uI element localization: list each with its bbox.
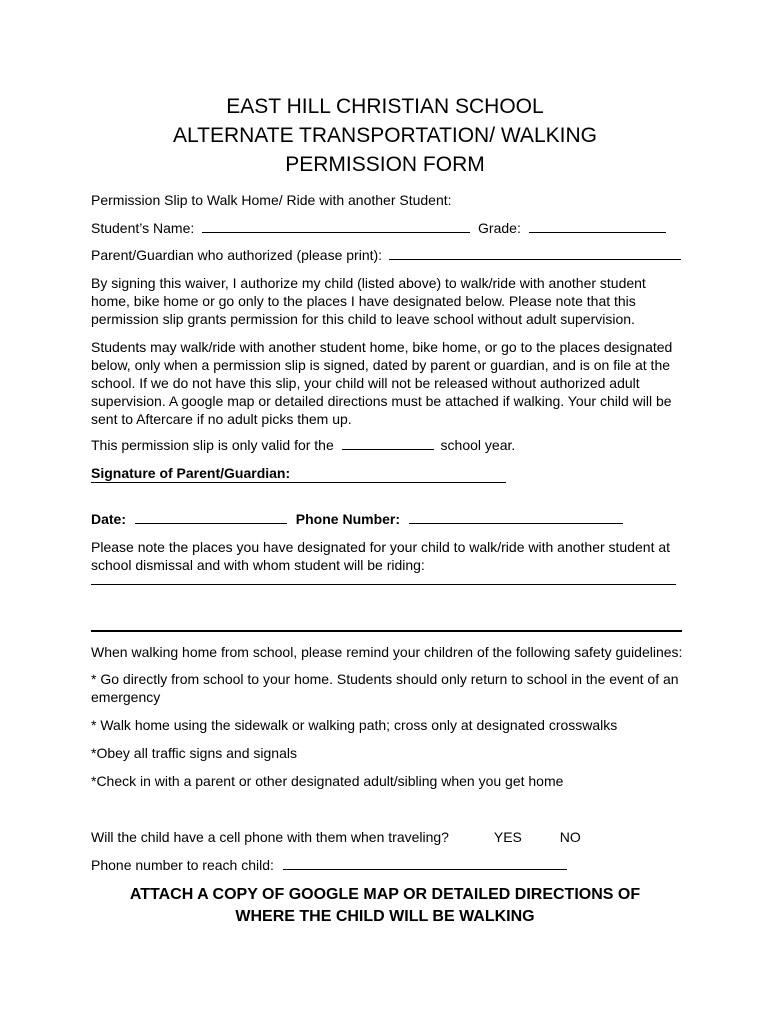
cell-phone-question: Will the child have a cell phone with them when traveling? bbox=[91, 829, 449, 845]
policy-paragraph: Students may walk/ride with another student home, bike home, or go to the places designated below, only when a permission slip is signed, dated by parent or guardian, and is on file at the school. If we do not have this slip, your child will not be released without authorized adult supervision. A google map or detailed directions must be attached if walking. Your child will be sent to Aftercare if no adult picks them up. bbox=[91, 339, 673, 427]
safety-intro: When walking home from school, please remind your children of the following safety guidelines: bbox=[91, 644, 683, 660]
safety-rule-2: * Walk home using the sidewalk or walking path; cross only at designated crosswalks bbox=[91, 717, 618, 733]
school-name-title: EAST HILL CHRISTIAN SCHOOL bbox=[226, 95, 544, 118]
student-name-label: Student’s Name: bbox=[91, 220, 195, 236]
date-label: Date: bbox=[91, 511, 127, 527]
cell-question-row bbox=[91, 828, 581, 846]
date-field[interactable] bbox=[135, 510, 287, 524]
slip-heading: Permission Slip to Walk Home/ Ride with another Student: bbox=[91, 192, 452, 208]
phone-reach-field[interactable] bbox=[283, 856, 567, 870]
section-divider bbox=[91, 630, 682, 632]
safety-rule-4: *Check in with a parent or other designated adult/sibling when you get home bbox=[91, 773, 564, 789]
parent-authorized-row bbox=[91, 246, 681, 264]
attach-instruction-line2: WHERE THE CHILD WILL BE WALKING bbox=[235, 908, 535, 925]
date-phone-row bbox=[91, 510, 623, 528]
phone-reach-label: Phone number to reach child: bbox=[91, 857, 274, 873]
form-title-line2: ALTERNATE TRANSPORTATION/ WALKING bbox=[173, 124, 597, 147]
attach-instruction-line1: ATTACH A COPY OF GOOGLE MAP OR DETAILED DIRECTIONS OF bbox=[129, 886, 641, 903]
form-title-line3: PERMISSION FORM bbox=[285, 153, 485, 176]
places-paragraph: Please note the places you have designated for your child to walk/ride with another student at school dismissal and with whom student will be riding: bbox=[91, 539, 671, 573]
phone-number-field[interactable] bbox=[409, 510, 623, 524]
student-name-field[interactable] bbox=[202, 219, 470, 233]
valid-prefix: This permission slip is only valid for the bbox=[91, 437, 334, 453]
phone-reach-row bbox=[91, 856, 567, 874]
waiver-paragraph: By signing this waiver, I authorize my child (listed above) to walk/ride with another student home, bike home or go only to the places I have designated below. Please note that this permission slip grants permission for this child to leave school without adult supervision. bbox=[91, 275, 646, 327]
no-option[interactable]: NO bbox=[559, 829, 581, 845]
safety-rule-3: *Obey all traffic signs and signals bbox=[91, 745, 297, 761]
safety-rule-1: * Go directly from school to your home. Students should only return to school in the event of an emergency bbox=[91, 671, 679, 705]
parent-authorized-label: Parent/Guardian who authorized (please print): bbox=[91, 247, 383, 263]
valid-suffix: school year. bbox=[440, 437, 516, 453]
student-name-row bbox=[91, 219, 666, 237]
phone-label: Phone Number: bbox=[295, 511, 401, 527]
signature-field[interactable] bbox=[91, 482, 506, 483]
yes-option[interactable]: YES bbox=[493, 829, 522, 845]
grade-label: Grade: bbox=[478, 220, 521, 236]
valid-year-row bbox=[91, 436, 515, 454]
places-field[interactable] bbox=[91, 584, 676, 585]
signature-label: Signature of Parent/Guardian: bbox=[91, 465, 291, 481]
grade-field[interactable] bbox=[529, 219, 666, 233]
parent-authorized-field[interactable] bbox=[389, 246, 681, 260]
school-year-field[interactable] bbox=[342, 436, 434, 450]
